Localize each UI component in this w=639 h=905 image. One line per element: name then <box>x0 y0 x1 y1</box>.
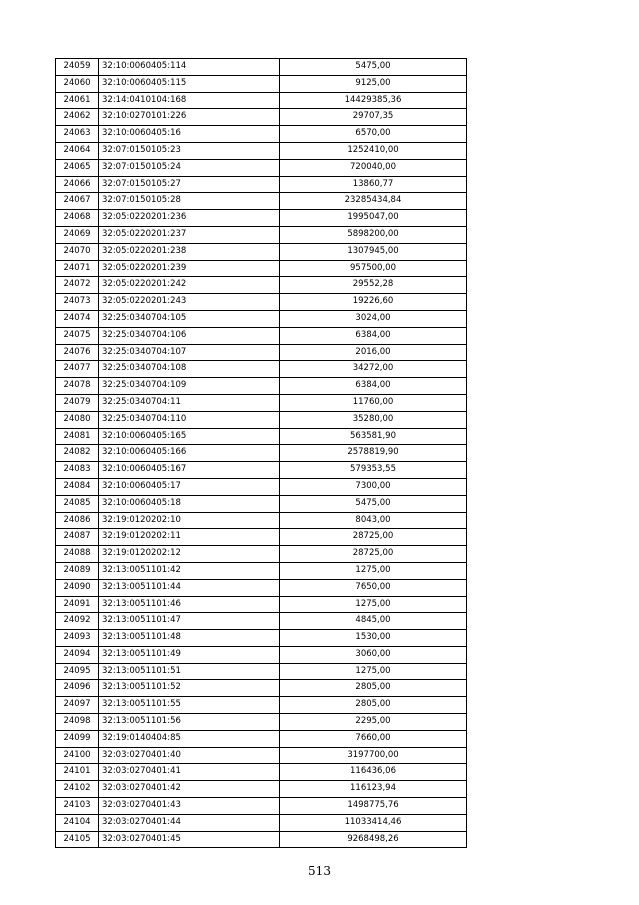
value-cell: 2016,00 <box>280 344 467 361</box>
row-number-cell: 24074 <box>56 310 99 327</box>
value-cell: 2805,00 <box>280 697 467 714</box>
table-row <box>56 562 467 579</box>
table-row <box>56 462 467 479</box>
row-number-cell: 24081 <box>56 428 99 445</box>
table-row <box>56 697 467 714</box>
row-number-cell: 24090 <box>56 579 99 596</box>
table-row <box>56 680 467 697</box>
row-number-cell: 24066 <box>56 176 99 193</box>
cadastral-number-cell: 32:10:0060405:114 <box>99 59 280 76</box>
cadastral-number-cell: 32:07:0150105:23 <box>99 142 280 159</box>
table-row <box>56 92 467 109</box>
cadastral-number-cell: 32:13:0051101:49 <box>99 646 280 663</box>
row-number-cell: 24084 <box>56 478 99 495</box>
cadastral-number-cell: 32:25:0340704:110 <box>99 411 280 428</box>
table-row <box>56 714 467 731</box>
table-row <box>56 646 467 663</box>
table-row <box>56 428 467 445</box>
cadastral-number-cell: 32:05:0220201:243 <box>99 294 280 311</box>
cadastral-number-cell: 32:25:0340704:106 <box>99 327 280 344</box>
cadastral-number-cell: 32:10:0060405:17 <box>99 478 280 495</box>
cadastral-number-cell: 32:13:0051101:55 <box>99 697 280 714</box>
row-number-cell: 24067 <box>56 193 99 210</box>
value-cell: 28725,00 <box>280 546 467 563</box>
table-row <box>56 159 467 176</box>
cadastral-number-cell: 32:03:0270401:45 <box>99 831 280 848</box>
row-number-cell: 24065 <box>56 159 99 176</box>
table-row <box>56 260 467 277</box>
table-row <box>56 378 467 395</box>
row-number-cell: 24082 <box>56 445 99 462</box>
table-row <box>56 193 467 210</box>
row-number-cell: 24068 <box>56 210 99 227</box>
value-cell: 1252410,00 <box>280 142 467 159</box>
cadastral-number-cell: 32:19:0120202:11 <box>99 529 280 546</box>
table-row <box>56 109 467 126</box>
row-number-cell: 24071 <box>56 260 99 277</box>
table-row <box>56 781 467 798</box>
cadastral-number-cell: 32:03:0270401:44 <box>99 814 280 831</box>
table-row <box>56 613 467 630</box>
cadastral-number-cell: 32:13:0051101:42 <box>99 562 280 579</box>
value-cell: 2578819,90 <box>280 445 467 462</box>
cadastral-number-cell: 32:14:0410104:168 <box>99 92 280 109</box>
value-cell: 3197700,00 <box>280 747 467 764</box>
cadastral-number-cell: 32:10:0060405:165 <box>99 428 280 445</box>
row-number-cell: 24079 <box>56 394 99 411</box>
table-row <box>56 512 467 529</box>
row-number-cell: 24062 <box>56 109 99 126</box>
table-row <box>56 546 467 563</box>
cadastral-number-cell: 32:03:0270401:43 <box>99 798 280 815</box>
cadastral-number-cell: 32:10:0060405:18 <box>99 495 280 512</box>
row-number-cell: 24073 <box>56 294 99 311</box>
table-row <box>56 798 467 815</box>
row-number-cell: 24080 <box>56 411 99 428</box>
value-cell: 720040,00 <box>280 159 467 176</box>
row-number-cell: 24070 <box>56 243 99 260</box>
table-row <box>56 294 467 311</box>
row-number-cell: 24061 <box>56 92 99 109</box>
value-cell: 7650,00 <box>280 579 467 596</box>
table-row <box>56 445 467 462</box>
table-row <box>56 579 467 596</box>
value-cell: 7660,00 <box>280 730 467 747</box>
cadastral-number-cell: 32:13:0051101:44 <box>99 579 280 596</box>
value-cell: 14429385,36 <box>280 92 467 109</box>
value-cell: 8043,00 <box>280 512 467 529</box>
value-cell: 957500,00 <box>280 260 467 277</box>
cadastral-number-cell: 32:05:0220201:242 <box>99 277 280 294</box>
table-row <box>56 226 467 243</box>
table-row <box>56 75 467 92</box>
table-row <box>56 243 467 260</box>
table-row <box>56 814 467 831</box>
cadastral-number-cell: 32:05:0220201:239 <box>99 260 280 277</box>
cadastral-number-cell: 32:05:0220201:236 <box>99 210 280 227</box>
value-cell: 34272,00 <box>280 361 467 378</box>
row-number-cell: 24102 <box>56 781 99 798</box>
row-number-cell: 24069 <box>56 226 99 243</box>
data-table <box>55 58 467 848</box>
row-number-cell: 24099 <box>56 730 99 747</box>
value-cell: 116436,06 <box>280 764 467 781</box>
value-cell: 19226,60 <box>280 294 467 311</box>
table-row <box>56 126 467 143</box>
value-cell: 7300,00 <box>280 478 467 495</box>
cadastral-number-cell: 32:07:0150105:28 <box>99 193 280 210</box>
value-cell: 1498775,76 <box>280 798 467 815</box>
row-number-cell: 24097 <box>56 697 99 714</box>
table-row <box>56 478 467 495</box>
table-row <box>56 310 467 327</box>
table-row <box>56 142 467 159</box>
cadastral-number-cell: 32:13:0051101:52 <box>99 680 280 697</box>
table-row <box>56 596 467 613</box>
table-row <box>56 630 467 647</box>
row-number-cell: 24059 <box>56 59 99 76</box>
value-cell: 1275,00 <box>280 562 467 579</box>
table-row <box>56 277 467 294</box>
value-cell: 1995047,00 <box>280 210 467 227</box>
table-row <box>56 59 467 76</box>
row-number-cell: 24103 <box>56 798 99 815</box>
cadastral-number-cell: 32:19:0120202:12 <box>99 546 280 563</box>
value-cell: 29707,35 <box>280 109 467 126</box>
table-row <box>56 411 467 428</box>
table-row <box>56 730 467 747</box>
value-cell: 5475,00 <box>280 495 467 512</box>
row-number-cell: 24104 <box>56 814 99 831</box>
value-cell: 563581,90 <box>280 428 467 445</box>
row-number-cell: 24063 <box>56 126 99 143</box>
cadastral-number-cell: 32:19:0120202:10 <box>99 512 280 529</box>
value-cell: 1275,00 <box>280 663 467 680</box>
row-number-cell: 24098 <box>56 714 99 731</box>
table-row <box>56 394 467 411</box>
row-number-cell: 24078 <box>56 378 99 395</box>
cadastral-number-cell: 32:25:0340704:109 <box>99 378 280 395</box>
cadastral-number-cell: 32:25:0340704:105 <box>99 310 280 327</box>
table-row <box>56 495 467 512</box>
value-cell: 11760,00 <box>280 394 467 411</box>
row-number-cell: 24092 <box>56 613 99 630</box>
value-cell: 3060,00 <box>280 646 467 663</box>
row-number-cell: 24093 <box>56 630 99 647</box>
cadastral-number-cell: 32:10:0060405:166 <box>99 445 280 462</box>
value-cell: 23285434,84 <box>280 193 467 210</box>
cadastral-number-cell: 32:13:0051101:47 <box>99 613 280 630</box>
cadastral-number-cell: 32:07:0150105:27 <box>99 176 280 193</box>
value-cell: 6570,00 <box>280 126 467 143</box>
row-number-cell: 24075 <box>56 327 99 344</box>
row-number-cell: 24105 <box>56 831 99 848</box>
row-number-cell: 24086 <box>56 512 99 529</box>
cadastral-number-cell: 32:03:0270401:42 <box>99 781 280 798</box>
row-number-cell: 24094 <box>56 646 99 663</box>
table-row <box>56 831 467 848</box>
table-body <box>56 59 467 848</box>
cadastral-number-cell: 32:13:0051101:46 <box>99 596 280 613</box>
cadastral-number-cell: 32:03:0270401:40 <box>99 747 280 764</box>
cadastral-number-cell: 32:19:0140404:85 <box>99 730 280 747</box>
value-cell: 4845,00 <box>280 613 467 630</box>
value-cell: 1275,00 <box>280 596 467 613</box>
cadastral-number-cell: 32:05:0220201:237 <box>99 226 280 243</box>
page-number: 513 <box>308 864 331 878</box>
row-number-cell: 24091 <box>56 596 99 613</box>
row-number-cell: 24088 <box>56 546 99 563</box>
row-number-cell: 24089 <box>56 562 99 579</box>
cadastral-number-cell: 32:25:0340704:108 <box>99 361 280 378</box>
value-cell: 6384,00 <box>280 378 467 395</box>
value-cell: 5475,00 <box>280 59 467 76</box>
value-cell: 1307945,00 <box>280 243 467 260</box>
row-number-cell: 24085 <box>56 495 99 512</box>
cadastral-number-cell: 32:13:0051101:56 <box>99 714 280 731</box>
cadastral-number-cell: 32:10:0060405:115 <box>99 75 280 92</box>
cadastral-number-cell: 32:13:0051101:48 <box>99 630 280 647</box>
row-number-cell: 24100 <box>56 747 99 764</box>
cadastral-number-cell: 32:25:0340704:107 <box>99 344 280 361</box>
row-number-cell: 24101 <box>56 764 99 781</box>
table-row <box>56 764 467 781</box>
row-number-cell: 24083 <box>56 462 99 479</box>
table-row <box>56 176 467 193</box>
row-number-cell: 24077 <box>56 361 99 378</box>
value-cell: 28725,00 <box>280 529 467 546</box>
table-row <box>56 327 467 344</box>
table-row <box>56 344 467 361</box>
row-number-cell: 24060 <box>56 75 99 92</box>
table-row <box>56 663 467 680</box>
cadastral-number-cell: 32:07:0150105:24 <box>99 159 280 176</box>
value-cell: 29552,28 <box>280 277 467 294</box>
table-row <box>56 361 467 378</box>
value-cell: 579353,55 <box>280 462 467 479</box>
cadastral-number-cell: 32:10:0060405:16 <box>99 126 280 143</box>
table-row <box>56 529 467 546</box>
value-cell: 3024,00 <box>280 310 467 327</box>
cadastral-number-cell: 32:10:0270101:226 <box>99 109 280 126</box>
value-cell: 1530,00 <box>280 630 467 647</box>
table-row <box>56 747 467 764</box>
row-number-cell: 24072 <box>56 277 99 294</box>
value-cell: 2805,00 <box>280 680 467 697</box>
cadastral-number-cell: 32:05:0220201:238 <box>99 243 280 260</box>
value-cell: 9268498,26 <box>280 831 467 848</box>
value-cell: 9125,00 <box>280 75 467 92</box>
cadastral-number-cell: 32:03:0270401:41 <box>99 764 280 781</box>
value-cell: 35280,00 <box>280 411 467 428</box>
table-row <box>56 210 467 227</box>
value-cell: 6384,00 <box>280 327 467 344</box>
value-cell: 11033414,46 <box>280 814 467 831</box>
row-number-cell: 24096 <box>56 680 99 697</box>
row-number-cell: 24095 <box>56 663 99 680</box>
cadastral-number-cell: 32:13:0051101:51 <box>99 663 280 680</box>
value-cell: 13860,77 <box>280 176 467 193</box>
row-number-cell: 24064 <box>56 142 99 159</box>
value-cell: 2295,00 <box>280 714 467 731</box>
row-number-cell: 24076 <box>56 344 99 361</box>
value-cell: 5898200,00 <box>280 226 467 243</box>
cadastral-number-cell: 32:25:0340704:11 <box>99 394 280 411</box>
cadastral-number-cell: 32:10:0060405:167 <box>99 462 280 479</box>
value-cell: 116123,94 <box>280 781 467 798</box>
row-number-cell: 24087 <box>56 529 99 546</box>
